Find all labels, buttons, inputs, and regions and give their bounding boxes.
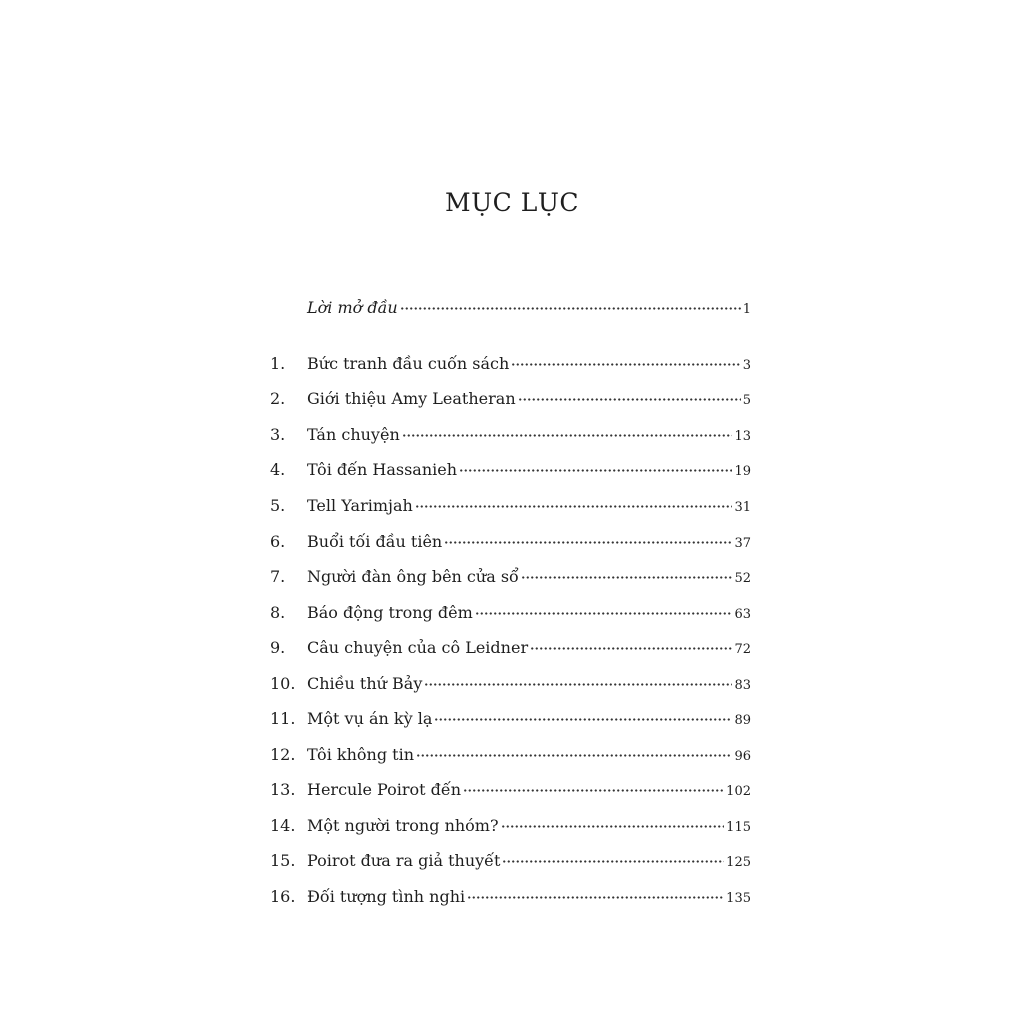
dot-leader (475, 603, 733, 615)
entry-title: Bức tranh đầu cuốn sách (307, 354, 510, 373)
entry-page-number: 1 (742, 302, 751, 317)
entry-number: 16. (270, 887, 296, 906)
toc-entry (270, 386, 751, 412)
toc-entry-preface (270, 295, 751, 321)
page-title: MỤC LỤC (444, 188, 580, 217)
dot-leader (511, 354, 740, 366)
dot-leader (424, 674, 732, 686)
table-of-contents (270, 0, 751, 1024)
entry-page-number: 31 (734, 500, 751, 515)
entry-title: Poirot đưa ra giả thuyết (307, 851, 501, 870)
dot-leader (459, 460, 732, 472)
entry-number: 13. (270, 780, 296, 799)
toc-entry (270, 671, 751, 697)
entry-page-number: 125 (726, 855, 751, 870)
entry-title: Hercule Poirot đến (307, 780, 462, 799)
toc-entry (270, 635, 751, 661)
entry-page-number: 115 (726, 820, 751, 835)
dot-leader (416, 745, 732, 757)
entry-title: Báo động trong đêm (307, 603, 473, 622)
toc-entry (270, 457, 751, 483)
entry-title: Tell Yarimjah (307, 496, 413, 515)
dot-leader (444, 532, 732, 544)
entry-page-number: 37 (734, 536, 751, 551)
dot-leader (434, 709, 732, 721)
entry-page-number: 13 (734, 429, 751, 444)
toc-entry (270, 848, 751, 874)
entry-number: 7. (270, 567, 286, 586)
toc-entry (270, 422, 751, 448)
entry-title: Người đàn ông bên cửa sổ (307, 567, 519, 586)
entry-title: Tôi đến Hassanieh (307, 460, 458, 479)
dot-leader (501, 816, 725, 828)
toc-entry (270, 884, 751, 910)
toc-entry (270, 351, 751, 377)
dot-leader (467, 887, 724, 899)
toc-entry (270, 813, 751, 839)
entry-number: 3. (270, 425, 286, 444)
entry-page-number: 83 (734, 678, 751, 693)
entry-title: Câu chuyện của cô Leidner (307, 638, 529, 657)
toc-entry (270, 564, 751, 590)
entry-number: 8. (270, 603, 286, 622)
entry-page-number: 135 (726, 891, 751, 906)
entry-title: Đối tượng tình nghi (307, 887, 466, 906)
entry-page-number: 96 (734, 749, 751, 764)
entry-page-number: 3 (742, 358, 751, 373)
entry-page-number: 102 (726, 784, 751, 799)
toc-entry (270, 529, 751, 555)
dot-leader (415, 496, 733, 508)
entry-number: 5. (270, 496, 286, 515)
entry-title: Giới thiệu Amy Leatheran (307, 389, 516, 408)
entry-number: 4. (270, 460, 286, 479)
entry-title: Một người trong nhóm? (307, 816, 499, 835)
entry-title: Tán chuyện (307, 425, 400, 444)
dot-leader (521, 567, 733, 579)
toc-entry (270, 493, 751, 519)
dot-leader (530, 638, 732, 650)
entry-page-number: 89 (734, 713, 751, 728)
dot-leader (402, 425, 733, 437)
toc-entry (270, 742, 751, 768)
entry-number: 1. (270, 354, 286, 373)
dot-leader (518, 389, 741, 401)
entry-title: Một vụ án kỳ lạ (307, 709, 433, 728)
entry-number: 11. (270, 709, 296, 728)
entry-page-number: 72 (734, 642, 751, 657)
entry-number: 14. (270, 816, 296, 835)
toc-entry (270, 706, 751, 732)
entry-number: 9. (270, 638, 286, 657)
dot-leader (502, 851, 724, 863)
toc-entry (270, 600, 751, 626)
entry-number: 10. (270, 674, 296, 693)
entry-number: 6. (270, 532, 286, 551)
dot-leader (463, 780, 724, 792)
entry-number: 2. (270, 389, 286, 408)
dot-leader (400, 298, 741, 310)
toc-entry (270, 777, 751, 803)
entry-title: Tôi không tin (307, 745, 415, 764)
entry-title: Buổi tối đầu tiên (307, 532, 443, 551)
entry-page-number: 5 (742, 393, 751, 408)
entry-title: Chiều thứ Bảy (307, 674, 423, 693)
entry-page-number: 52 (734, 571, 751, 586)
entry-number: 12. (270, 745, 296, 764)
entry-number: 15. (270, 851, 296, 870)
entry-page-number: 19 (734, 464, 751, 479)
entry-page-number: 63 (734, 607, 751, 622)
entry-title: Lời mở đầu (307, 298, 398, 317)
